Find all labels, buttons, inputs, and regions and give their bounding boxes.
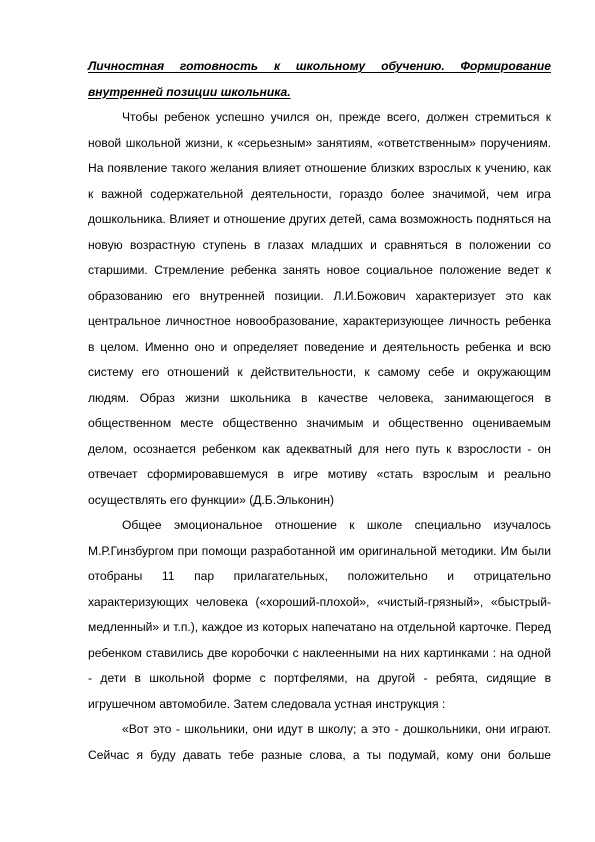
- paragraph-instruction: «Вот это - школьники, они идут в школу; а это - дошкольники, они играют. Сейчас я буду давать тебе разные слова, а ты подумай, кому они больше: [88, 722, 551, 762]
- document-title: Личностная готовность к школьному обучению. Формирование внутренней позиции школьника.: [88, 59, 551, 99]
- paragraph-ginzburg-method: Общее эмоциональное отношение к школе специально изучалось М.Р.Гинзбургом при помощи разработанной им оригинальной методики. Им были отобраны 11 пар прилагательных, положительно и отрицательно характеризующих человека («хороший-плохой», «чистый-грязный», «быстрый-медленный» и т.п.), каждое из которых напечатано на отдельной карточке. Перед ребенком ставились две коробочки с наклеенными на них картинками : на одной - дети в школьной форме с портфелями, на другой - ребята, сидящие в игрушечном автомобиле. Затем следовала устная инструкция :: [88, 518, 551, 711]
- paragraph-school-motivation: Чтобы ребенок успешно учился он, прежде всего, должен стремиться к новой школьной жизни, к «серьезным» занятиям, «ответственным» поручениям. На появление такого желания влияет отношение близких взрослых к учению, как к важной содержательной деятельности, гораздо более значимой, чем игра дошкольника. Влияет и отношение других детей, сама возможность подняться на новую возрастную ступень в глазах младших и сравняться в положении со старшими. Стремление ребенка занять новое социальное положение ведет к образованию его внутренней позиции. Л.И.Божович характеризует это как центральное личностное новообразование, характеризующее личность ребенка в целом. Именно оно и определяет поведение и деятельность ребенка и всю систему его отношений к действительности, к самому себе и окружающим людям. Образ жизни школьника в качестве человека, занимающегося в общественном месте общественно значимым и общественно оцениваемым делом, осознается ребенком как адекватный для него путь к взрослости - он отвечает сформировавшемуся в игре мотиву «стать взрослым и реально осуществлять его функции» (Д.Б.Эльконин): [88, 110, 551, 507]
